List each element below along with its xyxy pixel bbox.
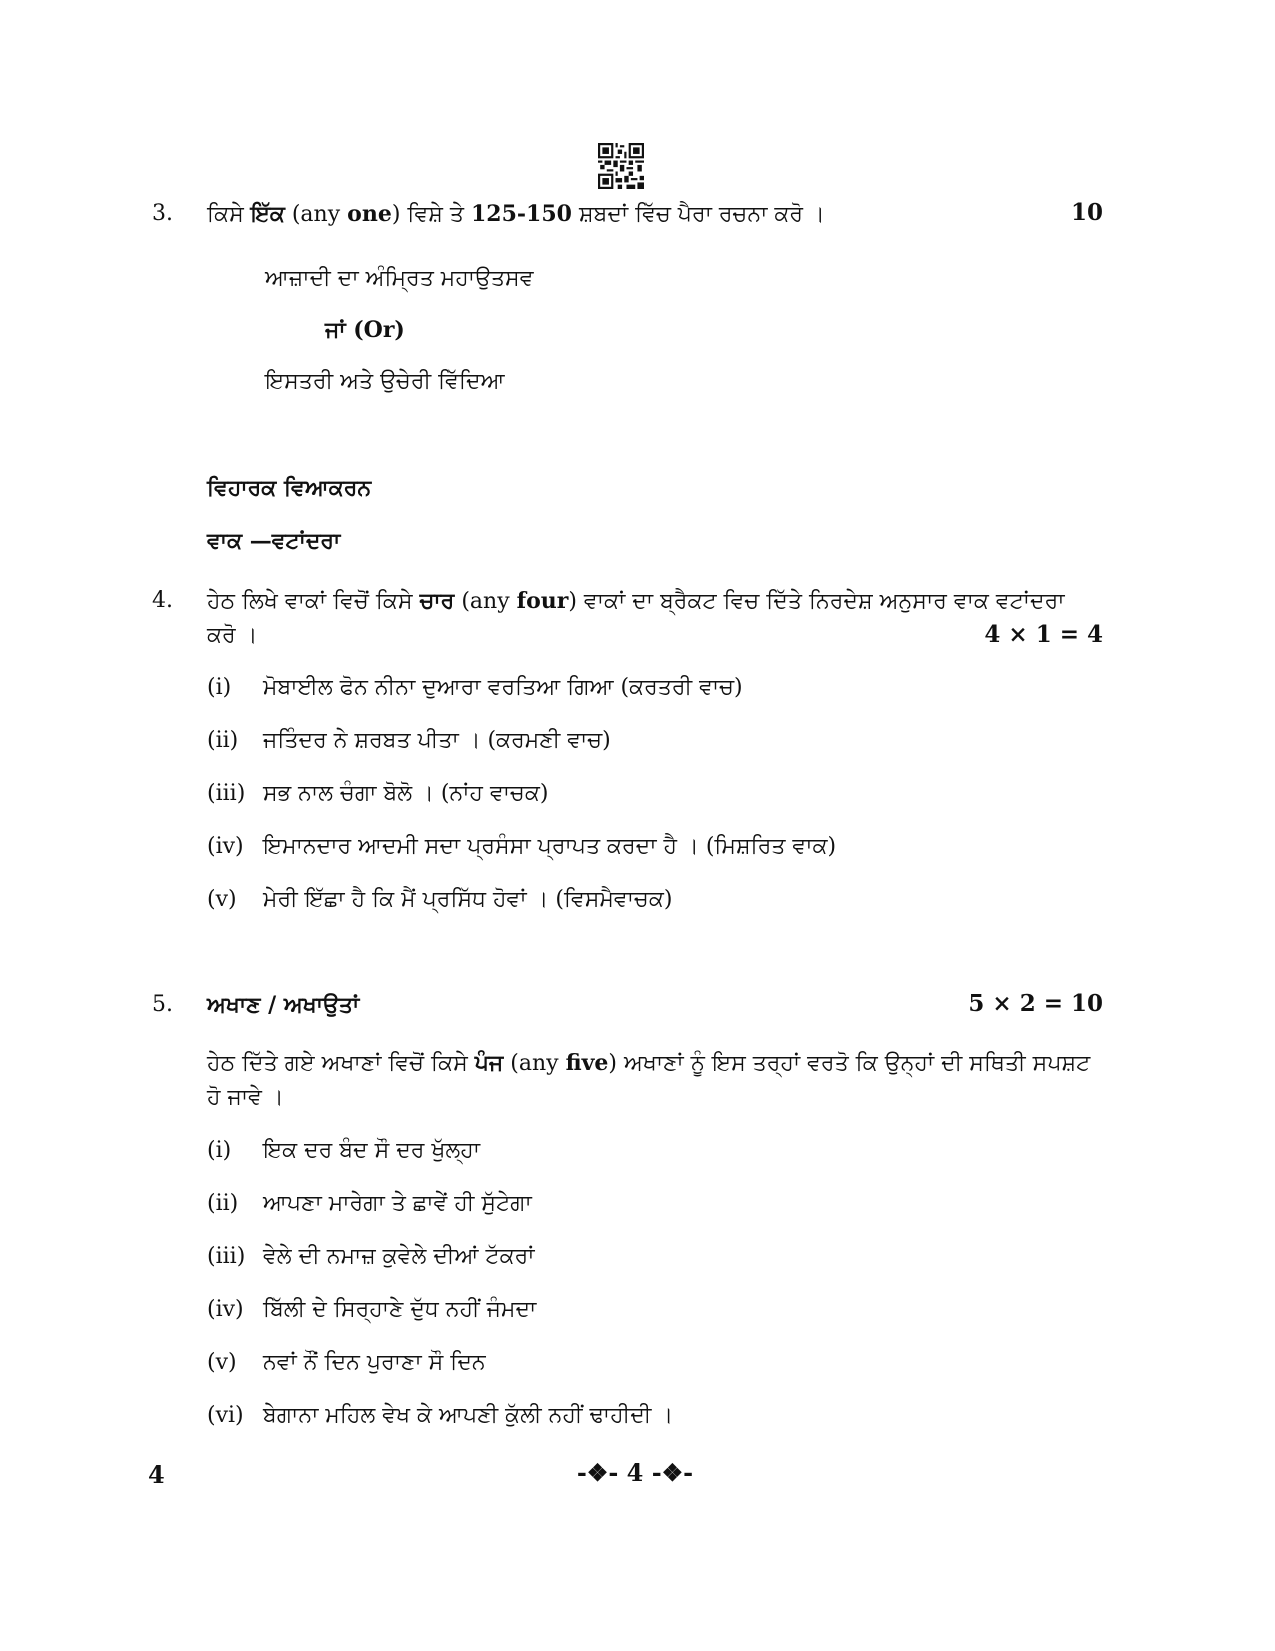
q3-prompt — [207, 199, 825, 230]
q3-marks: 10 — [1070, 199, 1103, 226]
q4-prompt — [207, 586, 1065, 617]
q4-bold-four: four — [516, 588, 569, 614]
q5-item-text: ਨਵਾਂ ਨੌਂ ਦਿਨ ਪੁਰਾਣਾ ਸੌ ਦਿਨ — [263, 1350, 486, 1375]
q5-number: 5. — [152, 992, 173, 1017]
q4-item-num: (ii) — [207, 728, 239, 753]
q3-mid2: ) ਵਿਸ਼ੇ ਤੇ — [391, 202, 471, 227]
q4-marks: 4 × 1 = 4 — [984, 621, 1103, 648]
q3-suffix: ਸ਼ਬਦਾਂ ਵਿੱਚ ਪੈਰਾ ਰਚਨਾ ਕਰੋ । — [571, 202, 825, 227]
q4-item-text: ਮੋਬਾਈਲ ਫੋਨ ਨੀਨਾ ਦੁਆਰਾ ਵਰਤਿਆ ਗਿਆ (ਕਰਤਰੀ ਵਾਚ) — [263, 675, 743, 700]
q4-item-num: (i) — [207, 675, 232, 700]
q4-item-text: ਸਭ ਨਾਲ ਚੰਗਾ ਬੋਲੋ । (ਨਾਂਹ ਵਾਚਕ) — [263, 781, 549, 806]
q3-mid1: (any — [284, 202, 348, 227]
q4-bold-chaar: ਚਾਰ — [419, 588, 455, 614]
q5-item-num: (vi) — [207, 1403, 244, 1428]
q5-item-text: ਆਪਣਾ ਮਾਰੇਗਾ ਤੇ ਛਾਵੇਂ ਹੀ ਸੁੱਟੇਗਾ — [263, 1191, 532, 1216]
q5-item-text: ਬੇਗਾਨਾ ਮਹਿਲ ਵੇਖ ਕੇ ਆਪਣੀ ਕੁੱਲੀ ਨਹੀਂ ਢਾਹੀਦੀ । — [263, 1403, 674, 1428]
page-number-left: 4 — [148, 1460, 165, 1489]
q3-bold-one: one — [347, 201, 392, 227]
q5-item-text: ਵੇਲੇ ਦੀ ਨਮਾਜ਼ ਕੁਵੇਲੇ ਦੀਆਂ ਟੱਕਰਾਂ — [263, 1244, 535, 1269]
q5-prompt — [207, 1048, 1090, 1079]
q4-number: 4. — [152, 588, 173, 613]
q3-or: ਜਾਂ (Or) — [325, 317, 405, 343]
q4-prefix: ਹੇਠ ਲਿਖੇ ਵਾਕਾਂ ਵਿਚੋਂ ਕਿਸੇ — [207, 589, 420, 614]
q5-item-num: (iii) — [207, 1244, 246, 1269]
q5-item-num: (v) — [207, 1350, 237, 1375]
section-heading: ਵਿਹਾਰਕ ਵਿਆਕਰਨ — [207, 475, 372, 501]
q5-title: ਅਖਾਣ / ਅਖਾਉਤਾਂ — [207, 992, 360, 1018]
q5-item-num: (iv) — [207, 1297, 244, 1322]
section-subheading: ਵਾਕ —ਵਟਾਂਦਰਾ — [207, 528, 341, 554]
q3-option-2: ਇਸਤਰੀ ਅਤੇ ਉਚੇਰੀ ਵਿੱਦਿਆ — [265, 369, 505, 394]
q5-mid1: (any — [503, 1051, 566, 1076]
q4-item-num: (iii) — [207, 781, 246, 806]
q4-item-text: ਮੇਰੀ ਇੱਛਾ ਹੈ ਕਿ ਮੈਂ ਪ੍ਰਸਿੱਧ ਹੋਵਾਂ । (ਵਿਸਮੈਵਾਚਕ) — [263, 887, 673, 912]
q5-bold-five: five — [565, 1050, 609, 1076]
q5-suffix: ) ਅਖਾਣਾਂ ਨੂੰ ਇਸ ਤਰ੍ਹਾਂ ਵਰਤੋ ਕਿ ਉਨ੍ਹਾਂ ਦੀ ਸਥਿਤੀ ਸਪਸ਼ਟ — [608, 1051, 1091, 1076]
q5-marks: 5 × 2 = 10 — [968, 990, 1103, 1017]
q4-suffix: ) ਵਾਕਾਂ ਦਾ ਬ੍ਰੈਕਟ ਵਿਚ ਦਿੱਤੇ ਨਿਰਦੇਸ਼ ਅਨੁਸਾਰ ਵਾਕ ਵਟਾਂਦਰਾ — [568, 589, 1065, 614]
qr-code-icon — [598, 143, 644, 189]
q3-number: 3. — [152, 201, 173, 226]
q4-item-num: (v) — [207, 887, 237, 912]
q4-item-text: ਜਤਿੰਦਰ ਨੇ ਸ਼ਰਬਤ ਪੀਤਾ । (ਕਰਮਣੀ ਵਾਚ) — [263, 728, 611, 753]
q5-item-text: ਇਕ ਦਰ ਬੰਦ ਸੌ ਦਰ ਖੁੱਲ੍ਹਾ — [263, 1138, 481, 1163]
q4-item-num: (iv) — [207, 834, 244, 859]
q4-prompt-line2: ਕਰੋ । — [207, 623, 258, 648]
q5-item-text: ਬਿੱਲੀ ਦੇ ਸਿਰ੍ਹਾਣੇ ਦੁੱਧ ਨਹੀਂ ਜੰਮਦਾ — [263, 1297, 537, 1322]
q5-item-num: (ii) — [207, 1191, 239, 1216]
q5-prefix: ਹੇਠ ਦਿੱਤੇ ਗਏ ਅਖਾਣਾਂ ਵਿਚੋਂ ਕਿਸੇ — [207, 1051, 475, 1076]
q4-item-text: ਇਮਾਨਦਾਰ ਆਦਮੀ ਸਦਾ ਪ੍ਰਸੰਸਾ ਪ੍ਰਾਪਤ ਕਰਦਾ ਹੈ । (ਮਿਸ਼ਰਿਤ ਵਾਕ) — [263, 834, 837, 859]
q5-item-num: (i) — [207, 1138, 232, 1163]
q3-bold-ikk: ਇੱਕ — [250, 201, 285, 227]
q5-bold-panj: ਪੰਜ — [474, 1050, 504, 1076]
q3-prefix: ਕਿਸੇ — [207, 202, 251, 227]
q3-bold-wordcount: 125-150 — [470, 201, 572, 227]
q5-prompt-line2: ਹੋ ਜਾਵੇ । — [207, 1085, 284, 1110]
q3-option-1: ਆਜ਼ਾਦੀ ਦਾ ਅੰਮ੍ਰਿਤ ਮਹਾਉਤਸਵ — [265, 266, 534, 291]
page-number-center: -❖- 4 -❖- — [576, 1458, 694, 1487]
q4-mid1: (any — [454, 589, 517, 614]
